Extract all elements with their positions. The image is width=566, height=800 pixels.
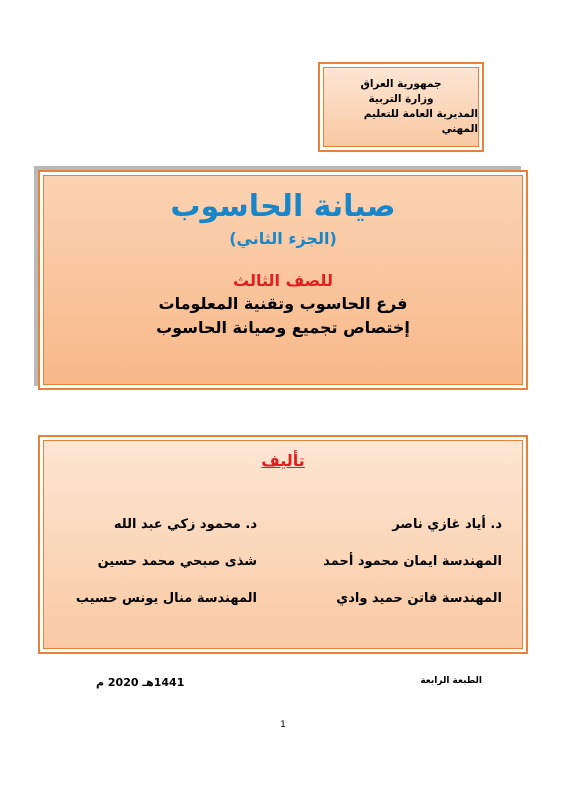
author-left-1: د. محمود زكي عبد الله bbox=[113, 517, 257, 532]
author-left-2: شذى صبحي محمد حسين bbox=[97, 554, 257, 569]
authors-heading: تأليف bbox=[261, 451, 305, 470]
author-right-2: المهندسة ايمان محمود أحمد bbox=[323, 554, 502, 569]
book-title: صيانة الحاسوب bbox=[170, 189, 396, 224]
author-left-3: المهندسة منال يونس حسيب bbox=[75, 591, 257, 606]
author-right-3: المهندسة فاتن حميد وادي bbox=[336, 591, 502, 606]
ministry-country: جمهورية العراق bbox=[360, 78, 442, 90]
year-label: 1441هـ 2020 م bbox=[96, 676, 185, 689]
title-inner bbox=[43, 175, 523, 385]
grade-label: للصف الثالث bbox=[233, 271, 333, 290]
page-number: 1 bbox=[280, 720, 286, 730]
authors-box bbox=[38, 435, 528, 654]
ministry-directorate: المديرية العامة للتعليم المهني bbox=[363, 108, 478, 135]
title-box bbox=[38, 170, 528, 390]
authors-inner bbox=[43, 440, 523, 649]
specialization-label: إختصاص تجميع وصيانة الحاسوب bbox=[156, 318, 410, 337]
branch-label: فرع الحاسوب وتقنية المعلومات bbox=[158, 294, 408, 313]
edition-label: الطبعة الرابعة bbox=[420, 676, 482, 686]
ministry-name: وزارة التربية bbox=[368, 93, 434, 105]
book-subtitle: (الجزء الثاني) bbox=[229, 229, 337, 248]
author-right-1: د. أياد غازي ناصر bbox=[392, 517, 502, 532]
ministry-inner bbox=[323, 67, 479, 147]
ministry-box bbox=[318, 62, 484, 152]
